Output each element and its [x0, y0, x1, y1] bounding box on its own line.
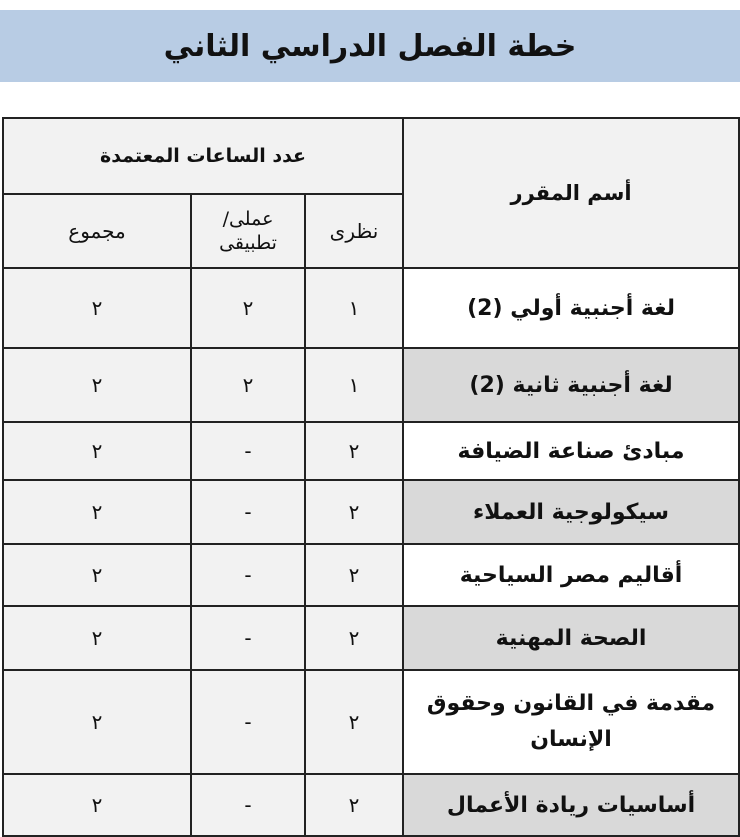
- course-cell: الصحة المهنية: [403, 606, 739, 670]
- course-cell: أقاليم مصر السياحية: [403, 544, 739, 606]
- credit-hours-header: عدد الساعات المعتمدة: [3, 118, 403, 194]
- table-row: [3, 606, 739, 670]
- table-row: [3, 268, 739, 348]
- total-header: مجموع: [3, 194, 191, 268]
- practical-cell: -: [191, 422, 305, 480]
- total-cell: ٢: [3, 348, 191, 422]
- practical-cell: -: [191, 774, 305, 836]
- theory-header: نظرى: [305, 194, 403, 268]
- theory-cell: ٢: [305, 670, 403, 774]
- total-cell: ٢: [3, 544, 191, 606]
- header-row-1: [3, 118, 739, 194]
- theory-cell: ٢: [305, 606, 403, 670]
- practical-cell: -: [191, 606, 305, 670]
- course-line-2: الإنسان: [530, 727, 612, 752]
- table-row: [3, 774, 739, 836]
- practical-cell: -: [191, 480, 305, 544]
- theory-cell: ٢: [305, 480, 403, 544]
- page-title: خطة الفصل الدراسي الثاني: [0, 10, 740, 82]
- practical-cell: -: [191, 670, 305, 774]
- theory-cell: ٢: [305, 422, 403, 480]
- total-cell: ٢: [3, 606, 191, 670]
- theory-cell: ١: [305, 348, 403, 422]
- course-cell: لغة أجنبية أولي (2): [403, 268, 739, 348]
- total-cell: ٢: [3, 268, 191, 348]
- practical-cell: -: [191, 544, 305, 606]
- practical-cell: ٢: [191, 348, 305, 422]
- course-name-header: أسم المقرر: [403, 118, 739, 268]
- course-cell: سيكولوجية العملاء: [403, 480, 739, 544]
- semester-plan-table: [2, 117, 740, 837]
- course-cell: لغة أجنبية ثانية (2): [403, 348, 739, 422]
- course-cell: أساسيات ريادة الأعمال: [403, 774, 739, 836]
- course-cell: مبادئ صناعة الضيافة: [403, 422, 739, 480]
- course-cell: [403, 670, 739, 774]
- table-row: [3, 670, 739, 774]
- practical-header: عملى/ تطبيقى: [191, 194, 305, 268]
- total-cell: ٢: [3, 670, 191, 774]
- theory-cell: ١: [305, 268, 403, 348]
- table-row: [3, 480, 739, 544]
- practical-cell: ٢: [191, 268, 305, 348]
- theory-cell: ٢: [305, 544, 403, 606]
- table-row: [3, 348, 739, 422]
- total-cell: ٢: [3, 774, 191, 836]
- total-cell: ٢: [3, 480, 191, 544]
- table-row: [3, 544, 739, 606]
- total-cell: ٢: [3, 422, 191, 480]
- table-row: [3, 422, 739, 480]
- course-line-1: مقدمة في القانون وحقوق: [426, 691, 716, 716]
- theory-cell: ٢: [305, 774, 403, 836]
